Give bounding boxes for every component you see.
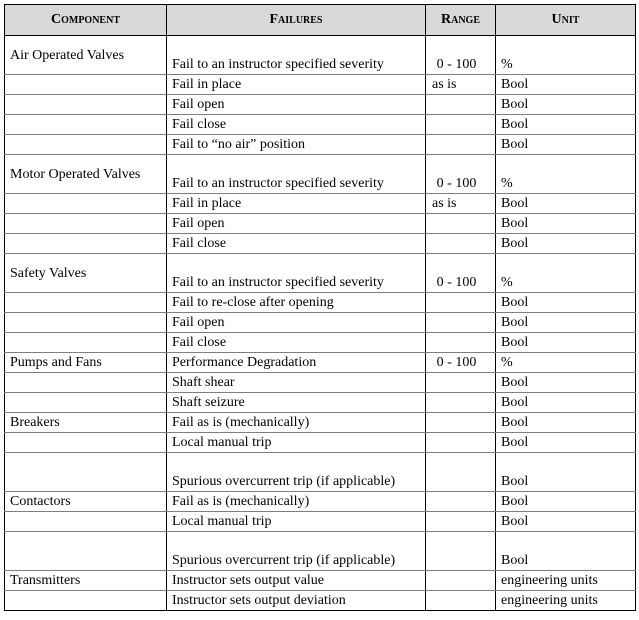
cell-component [5,214,167,234]
header-row [5,5,636,36]
cell-unit: Bool [496,194,636,214]
table-row [5,115,636,135]
cell-range [426,591,496,611]
cell-failure: Fail as is (mechanically) [167,413,426,433]
cell-unit: Bool [496,512,636,532]
table-row [5,155,636,194]
cell-failure: Local manual trip [167,433,426,453]
cell-failure: Fail open [167,95,426,115]
cell-unit: % [496,254,636,293]
cell-component [5,591,167,611]
cell-component: Breakers [5,413,167,433]
cell-failure: Fail in place [167,75,426,95]
cell-failure: Instructor sets output deviation [167,591,426,611]
header-unit: Unit [496,5,636,36]
cell-range [426,413,496,433]
cell-failure: Fail as is (mechanically) [167,492,426,512]
table-row [5,353,636,373]
cell-component [5,373,167,393]
cell-range [426,393,496,413]
cell-component [5,393,167,413]
cell-unit: % [496,353,636,373]
cell-range [426,373,496,393]
cell-unit: Bool [496,313,636,333]
table-row [5,333,636,353]
component-failures-table [4,4,636,611]
cell-failure: Fail to an instructor specified severity [167,155,426,194]
table-row [5,75,636,95]
cell-component [5,293,167,313]
cell-range [426,532,496,571]
cell-failure: Fail in place [167,194,426,214]
header-range: Range [426,5,496,36]
table-row [5,453,636,492]
cell-unit: Bool [496,492,636,512]
table-row [5,293,636,313]
cell-component: Motor Operated Valves [5,155,167,194]
cell-component [5,512,167,532]
cell-unit: Bool [496,234,636,254]
cell-unit: Bool [496,373,636,393]
header-component: Component [5,5,167,36]
cell-failure: Fail close [167,333,426,353]
header-failures: Failures [167,5,426,36]
table-row [5,492,636,512]
cell-unit: engineering units [496,571,636,591]
cell-failure: Local manual trip [167,512,426,532]
table-row [5,254,636,293]
table-row [5,36,636,75]
cell-failure: Fail close [167,115,426,135]
table-row [5,194,636,214]
cell-range [426,95,496,115]
cell-unit: % [496,155,636,194]
cell-failure: Fail open [167,214,426,234]
cell-unit: Bool [496,214,636,234]
cell-range: as is [426,194,496,214]
cell-failure: Fail to re-close after opening [167,293,426,313]
cell-unit: Bool [496,95,636,115]
cell-component [5,95,167,115]
cell-range [426,333,496,353]
cell-range [426,115,496,135]
table-row [5,571,636,591]
cell-component [5,433,167,453]
cell-unit: Bool [496,413,636,433]
cell-failure: Instructor sets output value [167,571,426,591]
cell-failure: Fail to an instructor specified severity [167,254,426,293]
cell-failure: Spurious overcurrent trip (if applicable) [167,532,426,571]
cell-component [5,313,167,333]
table-row [5,135,636,155]
cell-component: Air Operated Valves [5,36,167,75]
cell-range [426,214,496,234]
cell-unit: % [496,36,636,75]
cell-unit: engineering units [496,591,636,611]
table-row [5,373,636,393]
table-row [5,532,636,571]
cell-unit: Bool [496,293,636,313]
cell-failure: Performance Degradation [167,353,426,373]
cell-range: 0 - 100 [426,353,496,373]
cell-range [426,492,496,512]
table-row [5,591,636,611]
cell-range: as is [426,75,496,95]
cell-range [426,234,496,254]
cell-range [426,571,496,591]
cell-failure: Shaft shear [167,373,426,393]
cell-component [5,532,167,571]
cell-unit: Bool [496,433,636,453]
cell-component [5,194,167,214]
cell-range: 0 - 100 [426,155,496,194]
cell-range: 0 - 100 [426,36,496,75]
cell-unit: Bool [496,75,636,95]
cell-failure: Fail close [167,234,426,254]
cell-unit: Bool [496,453,636,492]
cell-component [5,75,167,95]
table-body [5,36,636,611]
cell-failure: Fail to an instructor specified severity [167,36,426,75]
cell-component: Contactors [5,492,167,512]
cell-component: Safety Valves [5,254,167,293]
table-row [5,433,636,453]
cell-failure: Spurious overcurrent trip (if applicable) [167,453,426,492]
table-row [5,313,636,333]
cell-failure: Fail open [167,313,426,333]
table-row [5,95,636,115]
cell-unit: Bool [496,135,636,155]
cell-unit: Bool [496,532,636,571]
cell-unit: Bool [496,115,636,135]
cell-unit: Bool [496,393,636,413]
table-row [5,413,636,433]
cell-component [5,453,167,492]
cell-component [5,234,167,254]
cell-component: Pumps and Fans [5,353,167,373]
cell-range [426,453,496,492]
table-row [5,234,636,254]
cell-range [426,313,496,333]
cell-range [426,293,496,313]
cell-range [426,512,496,532]
cell-range: 0 - 100 [426,254,496,293]
cell-failure: Fail to “no air” position [167,135,426,155]
cell-range [426,433,496,453]
cell-range [426,135,496,155]
cell-component [5,333,167,353]
table-row [5,393,636,413]
cell-failure: Shaft seizure [167,393,426,413]
cell-unit: Bool [496,333,636,353]
cell-component [5,135,167,155]
cell-component [5,115,167,135]
cell-component: Transmitters [5,571,167,591]
table-row [5,214,636,234]
table-row [5,512,636,532]
